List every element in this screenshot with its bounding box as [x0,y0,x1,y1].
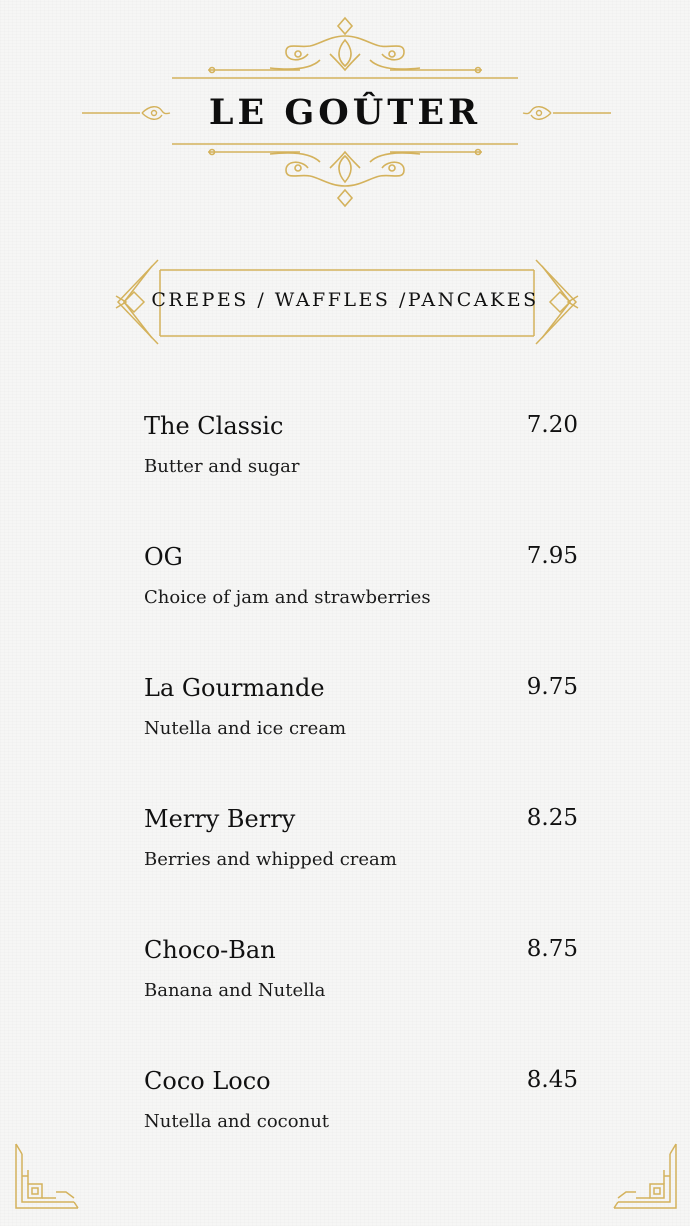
menu-item-description: Banana and Nutella [144,980,326,1001]
menu-item-name: Coco Loco [144,1067,271,1095]
menu-item-description: Nutella and coconut [144,1111,330,1132]
menu-item-description: Nutella and ice cream [144,718,347,739]
menu-item-price: 8.25 [526,805,578,831]
top-flourish-ornament [160,14,530,84]
menu-item [144,674,578,805]
menu-item-list [144,412,578,1198]
menu-item-name: Merry Berry [144,805,296,833]
menu-item [144,412,578,543]
corner-ornament-bottom-right [610,1140,680,1212]
menu-item [144,543,578,674]
corner-ornament-bottom-left [12,1140,82,1212]
menu-item-price: 8.45 [526,1067,578,1093]
menu-item-price: 8.75 [526,936,578,962]
menu-item-name: The Classic [144,412,284,440]
bottom-flourish-ornament [160,138,530,210]
menu-item-price: 7.95 [526,543,578,569]
menu-item-description: Berries and whipped cream [144,849,397,870]
menu-item-price: 7.20 [526,412,578,438]
menu-item-description: Butter and sugar [144,456,300,477]
menu-item-name: Choco-Ban [144,936,276,964]
menu-item [144,805,578,936]
menu-title: LE GOÛTER [208,92,482,133]
menu-item [144,1067,578,1198]
menu-item [144,936,578,1067]
menu-item-name: OG [144,543,183,571]
menu-item-name: La Gourmande [144,674,325,702]
menu-item-description: Choice of jam and strawberries [144,587,431,608]
menu-item-price: 9.75 [526,674,578,700]
section-title: CREPES / WAFFLES /PANCAKES [151,289,539,311]
